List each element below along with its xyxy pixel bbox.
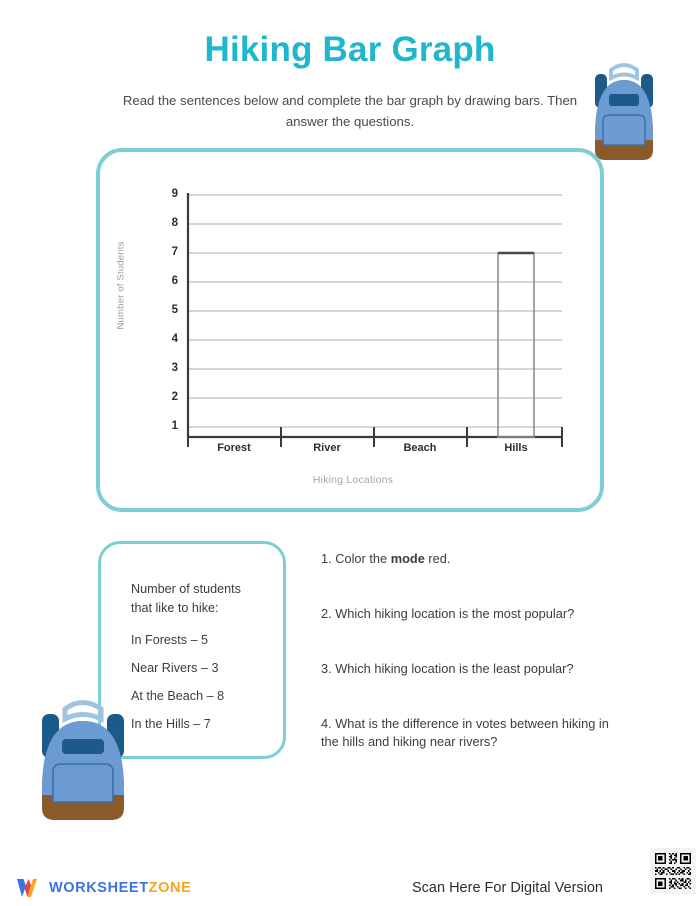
logo-text-worksheet: WORKSHEET (49, 880, 149, 896)
y-axis-title: Number of Students (115, 241, 127, 330)
y-tick-label: 7 (171, 246, 178, 258)
data-entry-forests: In Forests – 5 (131, 633, 208, 647)
question-1 (321, 550, 621, 568)
question-1-bold: mode (390, 551, 425, 566)
x-axis-title: Hiking Locations (312, 474, 394, 486)
data-entry-hills: In the Hills – 7 (131, 717, 211, 731)
question-4: 4. What is the difference in votes between hiking in the hills and hiking near rivers? (321, 716, 609, 749)
y-tick-label: 5 (171, 304, 178, 316)
page-title: Hiking Bar Graph (204, 30, 496, 69)
y-tick-label: 1 (171, 420, 178, 432)
chart-plot (100, 152, 608, 516)
y-tick-label: 3 (171, 362, 178, 374)
x-tick-label-river: River (313, 442, 341, 454)
y-tick-label: 4 (171, 333, 178, 345)
question-2: 2. Which hiking location is the most popular? (321, 606, 575, 621)
y-tick-label: 6 (171, 275, 178, 287)
x-tick-label-forest: Forest (217, 442, 251, 454)
y-tick-label: 9 (171, 188, 178, 200)
page-subtitle: Read the sentences below and complete the bar graph by drawing bars. Then answer the questions. (122, 93, 578, 129)
question-1-prefix: 1. Color the (321, 551, 391, 566)
logo-w-icon (16, 878, 42, 898)
x-tick-label-beach: Beach (403, 442, 437, 454)
x-tick-label-hills: Hills (504, 442, 528, 454)
bar-chart (100, 152, 608, 516)
y-tick-label: 8 (171, 217, 178, 229)
question-1-suffix: red. (424, 551, 451, 566)
logo-text-zone: ZONE (148, 880, 192, 896)
data-box-content (131, 580, 281, 743)
questions-list (321, 550, 621, 751)
logo-text (49, 880, 191, 896)
backpack-icon (28, 694, 138, 829)
worksheet-zone-logo[interactable] (16, 878, 191, 898)
scan-here-text: Scan Here For Digital Version (412, 880, 603, 896)
chart-panel (96, 148, 604, 512)
data-intro-line-2: that like to hike: (131, 601, 219, 615)
question-3: 3. Which hiking location is the least popular? (321, 661, 574, 676)
y-tick-label: 2 (171, 391, 178, 403)
data-entry-rivers: Near Rivers – 3 (131, 661, 219, 675)
qr-code[interactable] (650, 848, 696, 894)
data-intro-line-1: Number of students (131, 582, 241, 596)
data-entry-beach: At the Beach – 8 (131, 689, 225, 703)
